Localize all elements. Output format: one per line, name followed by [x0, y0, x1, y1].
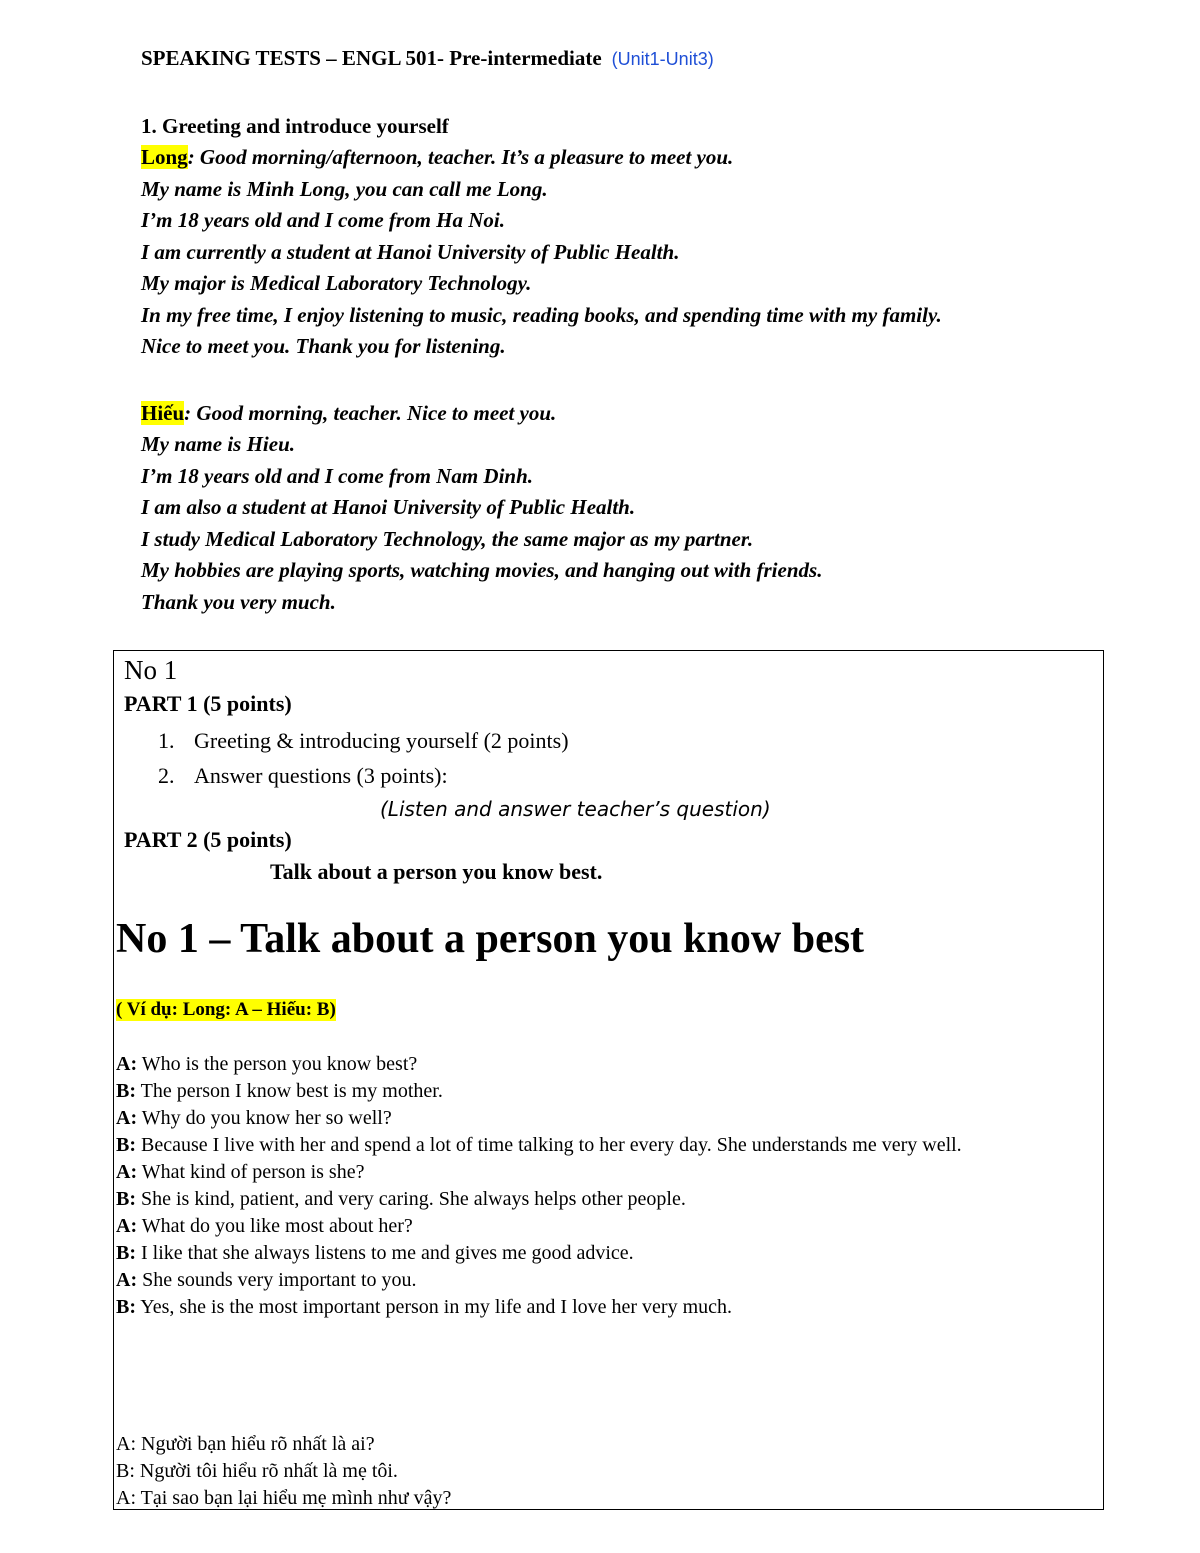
dialogue-line [116, 1159, 1076, 1186]
listen-note: (Listen and answer teacher’s question) [380, 797, 771, 821]
long-introduction [141, 142, 1116, 363]
paragraph-gap [141, 363, 1116, 398]
dialogue-speaker: A: [116, 1053, 138, 1075]
unit-range: (Unit1-Unit3) [611, 49, 714, 69]
hieu-greeting: : Good morning, teacher. Nice to meet you. [184, 400, 557, 425]
hieu-line: I study Medical Laboratory Technology, the same major as my partner. [141, 526, 754, 551]
exam-box [113, 650, 1104, 1510]
document-title [141, 46, 714, 71]
list-text: Answer questions (3 points): [194, 763, 448, 788]
dialogue-speaker: A: [116, 1161, 138, 1183]
example-note: ( Ví dụ: Long: A – Hiếu: B) [116, 999, 336, 1020]
hieu-line: I am also a student at Hanoi University of Public Health. [141, 495, 636, 519]
dialogue-line [116, 1132, 1076, 1159]
dialogue-line [116, 1294, 1076, 1321]
dialogue-text: The person I know best is my mother. [136, 1080, 443, 1102]
dialogue-text: What kind of person is she? [137, 1161, 365, 1183]
dialogue-line [116, 1267, 1076, 1294]
part1-title: PART 1 (5 points) [124, 691, 292, 716]
hieu-first-line [141, 398, 1116, 430]
dialogue-speaker: B: [116, 1188, 136, 1210]
vietnamese-line: B: Người tôi hiểu rõ nhất là mẹ tôi. [116, 1460, 398, 1482]
vietnamese-line: A: Người bạn hiểu rõ nhất là ai? [116, 1433, 375, 1455]
long-line: My name is Minh Long, you can call me Long. [141, 176, 548, 201]
section-title: 1. Greeting and introduce yourself [141, 114, 449, 138]
dialogue-text: Who is the person you know best? [137, 1053, 418, 1075]
dialogue-speaker: B: [116, 1296, 136, 1318]
dialogue-line [116, 1051, 1076, 1078]
english-dialogue [116, 1051, 1076, 1321]
dialogue-text: Yes, she is the most important person in my life and I love her very much. [136, 1296, 733, 1318]
vietnamese-line: A: Tại sao bạn lại hiểu mẹ mình như vậy? [116, 1487, 452, 1509]
dialogue-speaker: B: [116, 1242, 136, 1264]
speaker-name-long: Long [141, 145, 188, 169]
long-line: I am currently a student at Hanoi University of Public Health. [141, 239, 680, 264]
dialogue-speaker: A: [116, 1107, 138, 1129]
topic-heading: No 1 – Talk about a person you know best [116, 916, 865, 962]
dialogue-line [116, 1078, 1076, 1105]
long-greeting: : Good morning/afternoon, teacher. It’s a pleasure to meet you. [187, 145, 734, 169]
dialogue-line [116, 1240, 1076, 1267]
vietnamese-dialogue [116, 1431, 1076, 1510]
dialogue-text: She is kind, patient, and very caring. She always helps other people. [136, 1188, 686, 1210]
dialogue-text: Why do you know her so well? [137, 1107, 392, 1129]
long-line: Nice to meet you. Thank you for listening. [141, 334, 506, 358]
list-text: Greeting & introducing yourself (2 points) [194, 728, 569, 753]
long-first-line [141, 142, 1116, 174]
list-item [158, 758, 569, 793]
hieu-line: Thank you very much. [141, 589, 336, 614]
exam-number: No 1 [124, 655, 178, 685]
dialogue-speaker: B: [116, 1134, 136, 1156]
list-number: 1. [158, 728, 175, 753]
list-item [158, 723, 569, 758]
dialogue-line [116, 1213, 1076, 1240]
long-line: My major is Medical Laboratory Technology. [141, 271, 532, 295]
long-line: In my free time, I enjoy listening to music, reading books, and spending time with my family. [141, 302, 942, 327]
dialogue-text: What do you like most about her? [137, 1215, 413, 1237]
dialogue-text: I like that she always listens to me and gives me good advice. [136, 1242, 634, 1264]
speaker-name-hieu: Hiếu [141, 400, 185, 425]
dialogue-text: Because I live with her and spend a lot of time talking to her every day. She understands me very well. [136, 1134, 962, 1156]
title-text: SPEAKING TESTS – ENGL 501- Pre-intermediate [141, 46, 602, 70]
dialogue-speaker: A: [116, 1215, 138, 1237]
hieu-line: My hobbies are playing sports, watching movies, and hanging out with friends. [141, 558, 823, 582]
dialogue-speaker: B: [116, 1080, 136, 1102]
part2-title: PART 2 (5 points) [124, 827, 292, 852]
part1-list [158, 723, 569, 793]
dialogue-speaker: A: [116, 1269, 138, 1291]
hieu-line: My name is Hieu. [141, 432, 296, 456]
long-line: I’m 18 years old and I come from Ha Noi. [141, 208, 505, 232]
hieu-line: I’m 18 years old and I come from Nam Dinh. [141, 463, 534, 488]
dialogue-line [116, 1105, 1076, 1132]
dialogue-text: She sounds very important to you. [137, 1269, 417, 1291]
dialogue-line [116, 1186, 1076, 1213]
part2-topic: Talk about a person you know best. [270, 859, 603, 884]
hieu-introduction [141, 398, 1116, 619]
list-number: 2. [158, 763, 175, 788]
intro-section [141, 110, 1116, 618]
